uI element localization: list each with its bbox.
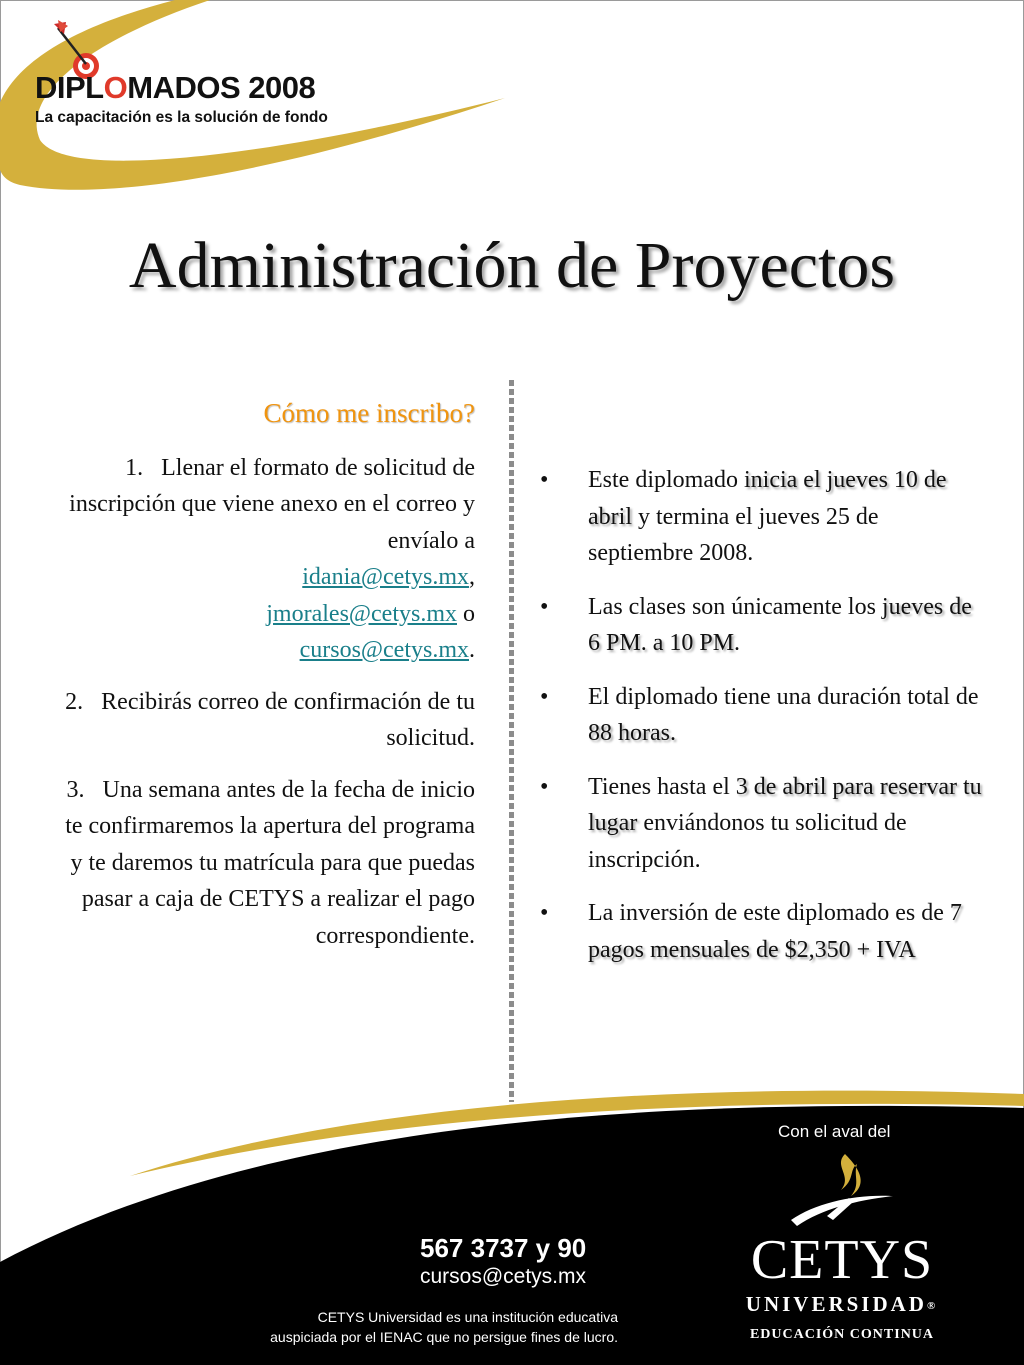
detail-duration: • El diplomado tiene una duración total de 88 horas. — [540, 679, 985, 752]
step-2 — [60, 684, 475, 757]
conjunction-text: o — [463, 600, 475, 627]
bullet-dot: • — [540, 593, 549, 620]
email-link-jmorales[interactable]: jmorales@cetys.mx — [266, 600, 457, 627]
logo-university: UNIVERSIDAD® — [745, 1292, 939, 1316]
email-link-cursos[interactable]: cursos@cetys.mx — [299, 637, 469, 663]
contact-email: cursos@cetys.mx — [420, 1265, 587, 1288]
step-number: 1. — [125, 454, 144, 481]
step-3 — [60, 772, 475, 955]
page-title: Administración de Proyectos — [128, 229, 896, 302]
step-number: 2. — [65, 688, 84, 715]
logo-name: CETYS — [750, 1229, 934, 1291]
legal-notice: CETYS Universidad es una institución educativa auspiciada por el IENAC que no persigue fines de lucro. — [270, 1309, 618, 1345]
detail-schedule: • Las clases son únicamente los jueves de 6 PM. a 10 PM. — [540, 589, 985, 662]
cetys-logo — [742, 1150, 942, 1343]
step-text: Una semana antes de la fecha de inicio te confirmaremos la apertura del programa y te daremos tu matrícula para que puedas pasar a caja de CETYS a realizar el pago correspondiente. — [65, 776, 475, 949]
logo-continuing-education: EDUCACIÓN CONTINUA — [749, 1327, 935, 1342]
step-number: 3. — [66, 776, 85, 803]
detail-price: • La inversión de este diplomado es de 7 pagos mensuales de $2,350 + IVA — [540, 895, 985, 968]
step-text: Llenar el formato de solicitud de inscripción que viene anexo en el correo y envíalo a — [69, 454, 475, 554]
column-divider — [509, 380, 514, 1102]
bullet-dot: • — [540, 773, 549, 800]
contact-phone: 567 3737 y 90 — [420, 1233, 587, 1263]
bullet-dot: • — [540, 683, 549, 710]
detail-start-end: • Este diplomado inicia el jueves 10 de abril y termina el jueves 25 de septiembre 2008. — [540, 462, 985, 572]
step-1: 1. Llenar el formato de solicitud de inscripción que viene anexo en el correo y envíalo a idania@cetys.mx, jmorales@cetys.mx o cursos@cetys.mx. — [69, 454, 475, 663]
enrollment-heading: Cómo me inscribo? — [263, 398, 475, 428]
bullet-dot: • — [540, 467, 549, 493]
torch-flame-icon — [787, 1150, 897, 1230]
enrollment-steps — [60, 395, 475, 969]
program-details — [540, 462, 985, 985]
brand-title: DIPLOMADOS 2008 — [35, 70, 316, 105]
email-link-idania[interactable]: idania@cetys.mx — [302, 564, 469, 590]
endorsement-label: Con el aval del — [778, 1122, 891, 1141]
brand-logo — [35, 72, 328, 127]
step-text: Recibirás correo de confirmación de tu solicitud. — [101, 688, 475, 751]
bullet-dot: • — [540, 900, 549, 926]
detail-deadline: • Tienes hasta el 3 de abril para reservar tu lugar enviándonos tu solicitud de inscripción. — [540, 769, 985, 879]
brand-tagline: La capacitación es la solución de fondo — [35, 109, 328, 126]
